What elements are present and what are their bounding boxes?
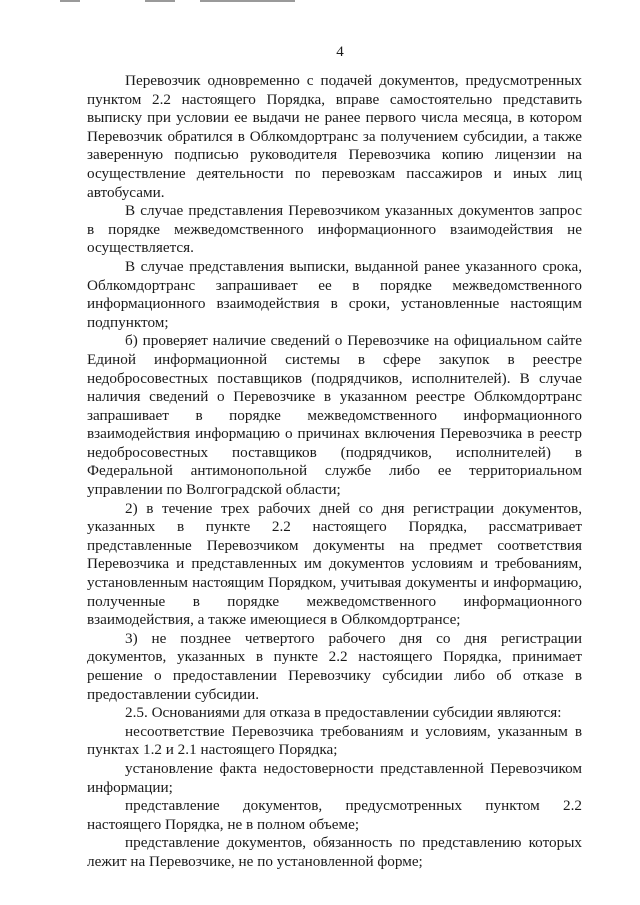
paragraph-refusal-wrong-form: представление документов, обязанность по представлению которых лежит на Перевозчике, не по установленной форме; [87,834,582,870]
paragraph-item-b: б) проверяет наличие сведений о Перевозчике на официальном сайте Единой информационной системы в сфере закупок в реестре недобросовестных поставщиков (подрядчиков, исполнителей). В случае наличия сведений о Перевозчике в указанном реестре Облкомдортранс запрашивает в порядке межведомственного информационного взаимодействия информацию о причинах включения Перевозчика в реестр недобросовестных поставщиков (подрядчиков, исполнителей) в Федеральной антимонопольной службе либо ее территориальном управлении по Волгоградской области; [87,332,582,499]
paragraph-no-request: В случае представления Перевозчиком указанных документов запрос в порядке межведомственного информационного взаимодействия не осуществляется. [87,202,582,257]
paragraph-refusal-mismatch: несоответствие Перевозчика требованиям и условиям, указанным в пунктах 1.2 и 2.1 настоящего Порядка; [87,722,582,759]
paragraph-earlier-extract: В случае представления выписки, выданной ранее указанного срока, Облкомдортранс запрашивает ее в порядке межведомственного информационного взаимодействия в сроки, установленные настоящим подпунктом; [87,257,582,331]
paragraph-extract-option: Перевозчик одновременно с подачей документов, предусмотренных пунктом 2.2 настоящего Порядка, вправе самостоятельно представить выписку при условии ее выдачи не ранее первого числа месяца, в котором Перевозчик обратился в Облкомдортранс за получением субсидии, а также заверенную подписью руководителя Перевозчика копию лицензии на осуществление деятельности по перевозкам пассажиров и иных лиц автобусами. [87,72,582,201]
paragraph-refusal-false-info: установление факта недостоверности представленной Перевозчиком информации; [87,759,582,796]
scan-edge-marks [60,0,320,4]
paragraph-refusal-incomplete: представление документов, предусмотренных пунктом 2.2 настоящего Порядка, не в полном объеме; [87,797,582,833]
page-number: 4 [336,44,344,60]
paragraph-item-2: 2) в течение трех рабочих дней со дня регистрации документов, указанных в пункте 2.2 настоящего Порядка, рассматривает представленные Перевозчиком документы на предмет соответствия Перевозчика и представленных им документов условиям и требованиям, установленным настоящим Порядком, учитывая документы и информацию, полученные в порядке межведомственного информационного взаимодействия, а также имеющиеся в Облкомдортрансе; [87,499,582,629]
paragraph-item-3: 3) не позднее четвертого рабочего дня со дня регистрации документов, указанных в пункте 2.2 настоящего Порядка, принимает решение о предоставлении Перевозчику субсидии либо об отказе в предоставлении субсидии. [87,629,582,703]
document-body [87,72,582,872]
paragraph-section-2-5: 2.5. Основаниями для отказа в предоставлении субсидии являются: [125,704,562,722]
